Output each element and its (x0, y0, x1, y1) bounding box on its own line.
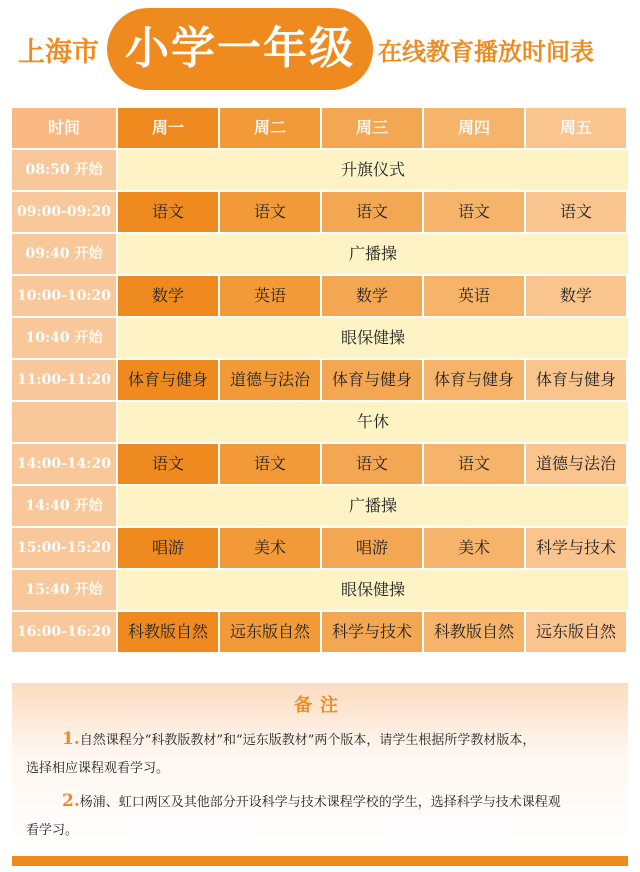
table-row (12, 150, 628, 190)
column-header-thursday: 周四 (424, 108, 524, 148)
column-header-friday: 周五 (526, 108, 626, 148)
time-cell: 14:40 开始 (12, 486, 116, 526)
column-header-wednesday: 周三 (322, 108, 422, 148)
time-cell: 10:00-10:20 (12, 276, 116, 316)
subject-cell: 远东版自然 (220, 612, 320, 652)
subject-cell: 语文 (322, 192, 422, 232)
subject-cell: 语文 (424, 444, 524, 484)
time-cell: 15:00-15:20 (12, 528, 116, 568)
activity-cell: 眼保健操 (118, 318, 628, 358)
subject-cell: 数学 (322, 276, 422, 316)
subject-cell: 科教版自然 (424, 612, 524, 652)
subject-cell: 远东版自然 (526, 612, 626, 652)
time-cell: 16:00-16:20 (12, 612, 116, 652)
note-item (26, 787, 626, 845)
subject-cell: 数学 (118, 276, 218, 316)
subject-cell: 美术 (220, 528, 320, 568)
table-row (12, 360, 628, 400)
subject-cell: 语文 (220, 444, 320, 484)
table-row (12, 612, 628, 652)
note-text-continued: 看学习。 (26, 823, 79, 838)
subject-cell: 美术 (424, 528, 524, 568)
time-cell: 10:40 开始 (12, 318, 116, 358)
table-row (12, 486, 628, 526)
subject-cell: 语文 (322, 444, 422, 484)
activity-cell: 广播操 (118, 234, 628, 274)
table-row (12, 192, 628, 232)
note-text: 自然课程分“科教版教材”和“远东版教材”两个版本，请学生根据所学教材版本， (79, 733, 536, 748)
time-cell: 09:00-09:20 (12, 192, 116, 232)
subject-cell: 科学与技术 (322, 612, 422, 652)
page-header (0, 0, 640, 100)
note-number: 2. (62, 791, 80, 811)
subject-cell: 英语 (220, 276, 320, 316)
time-cell: 15:40 开始 (12, 570, 116, 610)
table-row (12, 444, 628, 484)
subject-cell: 体育与健身 (118, 360, 218, 400)
notes-title: 备注 (294, 695, 346, 716)
table-row (12, 402, 628, 442)
subject-cell: 科学与技术 (526, 528, 626, 568)
note-text: 杨浦、虹口两区及其他部分开设科学与技术课程学校的学生，选择科学与技术课程观 (79, 795, 561, 810)
subject-cell: 道德与法治 (220, 360, 320, 400)
activity-cell: 升旗仪式 (118, 150, 628, 190)
time-cell (12, 402, 116, 442)
subject-cell: 英语 (424, 276, 524, 316)
activity-cell: 午休 (118, 402, 628, 442)
footer-bar (12, 856, 628, 866)
note-number: 1. (62, 729, 80, 749)
subject-cell: 唱游 (322, 528, 422, 568)
subject-cell: 语文 (118, 192, 218, 232)
subject-cell: 数学 (526, 276, 626, 316)
header-subtitle: 在线教育播放时间表 (378, 37, 594, 66)
note-item (26, 725, 626, 783)
notes-panel (12, 683, 628, 853)
column-header-monday: 周一 (118, 108, 218, 148)
table-row (12, 234, 628, 274)
subject-cell: 体育与健身 (526, 360, 626, 400)
note-text-continued: 选择相应课程观看学习。 (26, 761, 170, 776)
time-cell: 11:00-11:20 (12, 360, 116, 400)
subject-cell: 道德与法治 (526, 444, 626, 484)
header-grade-badge: 小学一年级 (107, 8, 373, 90)
subject-cell: 语文 (220, 192, 320, 232)
activity-cell: 眼保健操 (118, 570, 628, 610)
activity-cell: 广播操 (118, 486, 628, 526)
table-header-row (12, 108, 628, 148)
column-header-time: 时间 (12, 108, 116, 148)
header-city: 上海市 (18, 37, 99, 68)
subject-cell: 语文 (526, 192, 626, 232)
time-cell: 09:40 开始 (12, 234, 116, 274)
column-header-tuesday: 周二 (220, 108, 320, 148)
time-cell: 14:00-14:20 (12, 444, 116, 484)
subject-cell: 体育与健身 (424, 360, 524, 400)
table-row (12, 318, 628, 358)
subject-cell: 体育与健身 (322, 360, 422, 400)
table-row (12, 570, 628, 610)
subject-cell: 语文 (424, 192, 524, 232)
subject-cell: 科教版自然 (118, 612, 218, 652)
subject-cell: 语文 (118, 444, 218, 484)
table-row (12, 528, 628, 568)
time-cell: 08:50 开始 (12, 150, 116, 190)
subject-cell: 唱游 (118, 528, 218, 568)
table-row (12, 276, 628, 316)
schedule-table (12, 108, 628, 654)
